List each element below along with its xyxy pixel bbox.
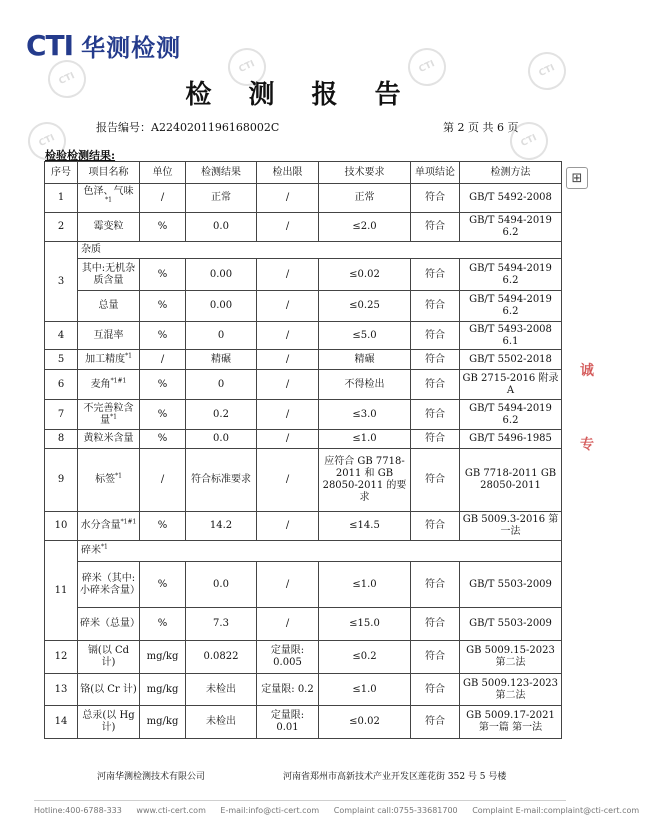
qr-code-icon[interactable]: ⊞: [566, 167, 588, 189]
cell-limit: 定量限: 0.01: [257, 706, 319, 739]
cell-item: 互混率: [78, 322, 140, 350]
watermark-seal: CTI: [522, 46, 572, 96]
cell-method: GB/T 5494-2019 6.2: [460, 259, 562, 291]
cell-no: 10: [45, 512, 78, 541]
cell-result: 0.2: [186, 400, 257, 430]
section-title: 检验检测结果:: [45, 149, 116, 162]
cell-item: 总量: [78, 291, 140, 322]
cell-conclusion: 符合: [411, 430, 460, 449]
cell-method: GB 5009.17-2021 第一篇 第一法: [460, 706, 562, 739]
cell-unit: mg/kg: [140, 674, 186, 706]
cell-requirement: ≤1.0: [319, 430, 411, 449]
table-row: [45, 400, 562, 430]
table-row: [45, 259, 562, 291]
cell-limit: /: [257, 400, 319, 430]
cell-requirement: 不得检出: [319, 370, 411, 400]
table-row: [45, 512, 562, 541]
cell-method: GB/T 5503-2009: [460, 608, 562, 641]
cell-unit: %: [140, 259, 186, 291]
header-cell: 检测方法: [460, 162, 562, 184]
cell-item: 加工精度$^{*1}$: [78, 350, 140, 370]
watermark-seal: CTI: [42, 54, 92, 104]
cell-limit: /: [257, 449, 319, 512]
header-cell: 检测结果: [186, 162, 257, 184]
cell-conclusion: 符合: [411, 674, 460, 706]
cell-unit: /: [140, 449, 186, 512]
cell-no: 11: [45, 541, 78, 641]
cell-limit: 定量限: 0.005: [257, 641, 319, 674]
cell-unit: %: [140, 370, 186, 400]
footer-complaint-call: Complaint call:0755-33681700: [333, 806, 458, 815]
table-row: [45, 449, 562, 512]
cell-method: GB 7718-2011 GB 28050-2011: [460, 449, 562, 512]
header-cell: 序号: [45, 162, 78, 184]
footer-divider: [34, 800, 566, 801]
logo-name: 华测检测: [81, 34, 182, 62]
cell-item: 霉变粒: [78, 213, 140, 242]
cell-requirement: 正常: [319, 184, 411, 213]
cell-unit: %: [140, 400, 186, 430]
cell-group-label: 杂质: [78, 242, 562, 259]
cell-item: 黄粒米含量: [78, 430, 140, 449]
cell-unit: /: [140, 350, 186, 370]
footer-website[interactable]: www.cti-cert.com: [136, 806, 206, 815]
cell-limit: /: [257, 184, 319, 213]
cell-item: 镉(以 Cd 计): [78, 641, 140, 674]
table-row: [45, 184, 562, 213]
footer-email[interactable]: E-mail:info@cti-cert.com: [220, 806, 320, 815]
cell-unit: %: [140, 213, 186, 242]
cell-item: 其中:无机杂质含量: [78, 259, 140, 291]
cell-requirement: ≤14.5: [319, 512, 411, 541]
cell-result: 0.00: [186, 259, 257, 291]
cell-unit: %: [140, 608, 186, 641]
cell-conclusion: 符合: [411, 370, 460, 400]
cell-result: 0: [186, 370, 257, 400]
header-cell: 技术要求: [319, 162, 411, 184]
table-row: [45, 706, 562, 739]
cell-requirement: ≤2.0: [319, 213, 411, 242]
cell-conclusion: 符合: [411, 322, 460, 350]
cti-logo: [26, 28, 181, 63]
cell-result: 7.3: [186, 608, 257, 641]
cell-result: 0: [186, 322, 257, 350]
cell-unit: /: [140, 184, 186, 213]
table-row: [45, 291, 562, 322]
cell-item: 不完善粒含量$^{*1}$: [78, 400, 140, 430]
table-row: [45, 541, 562, 562]
logo-brand: CTI: [26, 29, 74, 62]
cell-requirement: 精碾: [319, 350, 411, 370]
cell-unit: %: [140, 512, 186, 541]
cell-no: 2: [45, 213, 78, 242]
cell-requirement: ≤0.25: [319, 291, 411, 322]
header-cell: 项目名称: [78, 162, 140, 184]
footer-company: 河南华测检测技术有限公司: [97, 772, 206, 782]
cell-limit: /: [257, 370, 319, 400]
footer-hotline: Hotline:400-6788-333: [34, 806, 122, 815]
cell-unit: %: [140, 291, 186, 322]
cell-conclusion: 符合: [411, 608, 460, 641]
cell-result: 未检出: [186, 706, 257, 739]
cell-method: GB 5009.123-2023 第二法: [460, 674, 562, 706]
table-row: [45, 641, 562, 674]
cell-group-label: 碎米$^{*1}$: [78, 541, 562, 562]
footer-contact: [34, 806, 651, 815]
watermark-seal: CTI: [22, 116, 72, 166]
cell-method: GB/T 5494-2019 6.2: [460, 213, 562, 242]
cell-item: 总汞(以 Hg 计): [78, 706, 140, 739]
table-row: [45, 350, 562, 370]
cell-conclusion: 符合: [411, 512, 460, 541]
footer-address: 河南省郑州市高新技术产业开发区莲花街 352 号 5 号楼: [283, 772, 507, 782]
cell-conclusion: 符合: [411, 562, 460, 608]
cell-result: 0.0: [186, 562, 257, 608]
cell-requirement: ≤1.0: [319, 562, 411, 608]
cell-result: 正常: [186, 184, 257, 213]
cell-limit: /: [257, 562, 319, 608]
cell-no: 8: [45, 430, 78, 449]
table-row: [45, 370, 562, 400]
table-row: [45, 674, 562, 706]
cell-conclusion: 符合: [411, 641, 460, 674]
cell-conclusion: 符合: [411, 184, 460, 213]
cell-requirement: ≤0.02: [319, 706, 411, 739]
cell-conclusion: 符合: [411, 706, 460, 739]
cell-no: 7: [45, 400, 78, 430]
cell-conclusion: 符合: [411, 449, 460, 512]
cell-no: 3: [45, 242, 78, 322]
table-row: [45, 562, 562, 608]
cell-result: 符合标准要求: [186, 449, 257, 512]
cell-unit: %: [140, 322, 186, 350]
cell-method: GB 5009.15-2023 第二法: [460, 641, 562, 674]
cell-limit: 定量限: 0.2: [257, 674, 319, 706]
watermark-seal: CTI: [402, 42, 452, 92]
cell-method: GB/T 5494-2019 6.2: [460, 400, 562, 430]
cell-requirement: ≤5.0: [319, 322, 411, 350]
cell-item: 色泽、气味 $^{*1}$: [78, 184, 140, 213]
cell-requirement: ≤15.0: [319, 608, 411, 641]
cell-no: 13: [45, 674, 78, 706]
cell-conclusion: 符合: [411, 350, 460, 370]
cell-requirement: ≤0.2: [319, 641, 411, 674]
cell-limit: /: [257, 213, 319, 242]
cell-result: 0.0: [186, 430, 257, 449]
cell-limit: /: [257, 430, 319, 449]
cell-item: 水分含量$^{*1\#1}$: [78, 512, 140, 541]
cell-unit: %: [140, 430, 186, 449]
results-table: [44, 161, 562, 739]
cell-item: 标签$^{*1}$: [78, 449, 140, 512]
cell-limit: /: [257, 608, 319, 641]
stamp-fragment: 诚: [580, 363, 594, 379]
cell-no: 9: [45, 449, 78, 512]
cell-requirement: ≤1.0: [319, 674, 411, 706]
cell-unit: mg/kg: [140, 706, 186, 739]
cell-no: 4: [45, 322, 78, 350]
cell-limit: /: [257, 259, 319, 291]
cell-requirement: ≤0.02: [319, 259, 411, 291]
cell-limit: /: [257, 291, 319, 322]
header-cell: 单位: [140, 162, 186, 184]
cell-method: GB/T 5502-2018: [460, 350, 562, 370]
cell-limit: /: [257, 512, 319, 541]
cell-limit: /: [257, 322, 319, 350]
cell-no: 1: [45, 184, 78, 213]
cell-item: 铬(以 Cr 计): [78, 674, 140, 706]
cell-method: GB/T 5494-2019 6.2: [460, 291, 562, 322]
cell-conclusion: 符合: [411, 400, 460, 430]
table-row: [45, 322, 562, 350]
cell-item: 碎米（其中:小碎米含量）: [78, 562, 140, 608]
cell-conclusion: 符合: [411, 259, 460, 291]
cell-result: 未检出: [186, 674, 257, 706]
cell-requirement: 应符合 GB 7718-2011 和 GB 28050-2011 的要求: [319, 449, 411, 512]
table-row: [45, 608, 562, 641]
watermark-seal: CTI: [504, 116, 554, 166]
table-header-row: [45, 162, 562, 184]
cell-result: 精碾: [186, 350, 257, 370]
cell-limit: /: [257, 350, 319, 370]
report-number: 报告编号：A2240201196168002C: [96, 121, 280, 134]
cell-method: GB/T 5492-2008: [460, 184, 562, 213]
cell-method: GB 5009.3-2016 第一法: [460, 512, 562, 541]
cell-requirement: ≤3.0: [319, 400, 411, 430]
cell-no: 5: [45, 350, 78, 370]
cell-method: GB/T 5496-1985: [460, 430, 562, 449]
page-info: 第 2 页 共 6 页: [443, 121, 519, 134]
cell-conclusion: 符合: [411, 213, 460, 242]
cell-result: 0.0822: [186, 641, 257, 674]
table-row: [45, 213, 562, 242]
cell-item: 碎米（总量）: [78, 608, 140, 641]
header-cell: 检出限: [257, 162, 319, 184]
cell-conclusion: 符合: [411, 291, 460, 322]
cell-no: 14: [45, 706, 78, 739]
cell-method: GB/T 5503-2009: [460, 562, 562, 608]
cell-item: 麦角$^{*1\#1}$: [78, 370, 140, 400]
cell-method: GB/T 5493-2008 6.1: [460, 322, 562, 350]
table-row: [45, 242, 562, 259]
watermark-seal: CTI: [222, 42, 272, 92]
footer-complaint-email[interactable]: Complaint E-mail:complaint@cti-cert.com: [472, 806, 640, 815]
cell-result: 0.0: [186, 213, 257, 242]
report-title: 检 测 报 告: [185, 80, 415, 110]
cell-result: 0.00: [186, 291, 257, 322]
cell-result: 14.2: [186, 512, 257, 541]
header-cell: 单项结论: [411, 162, 460, 184]
cell-unit: %: [140, 562, 186, 608]
stamp-fragment: 专: [580, 437, 594, 453]
table-row: [45, 430, 562, 449]
cell-no: 6: [45, 370, 78, 400]
cell-unit: mg/kg: [140, 641, 186, 674]
cell-method: GB 2715-2016 附录 A: [460, 370, 562, 400]
cell-no: 12: [45, 641, 78, 674]
